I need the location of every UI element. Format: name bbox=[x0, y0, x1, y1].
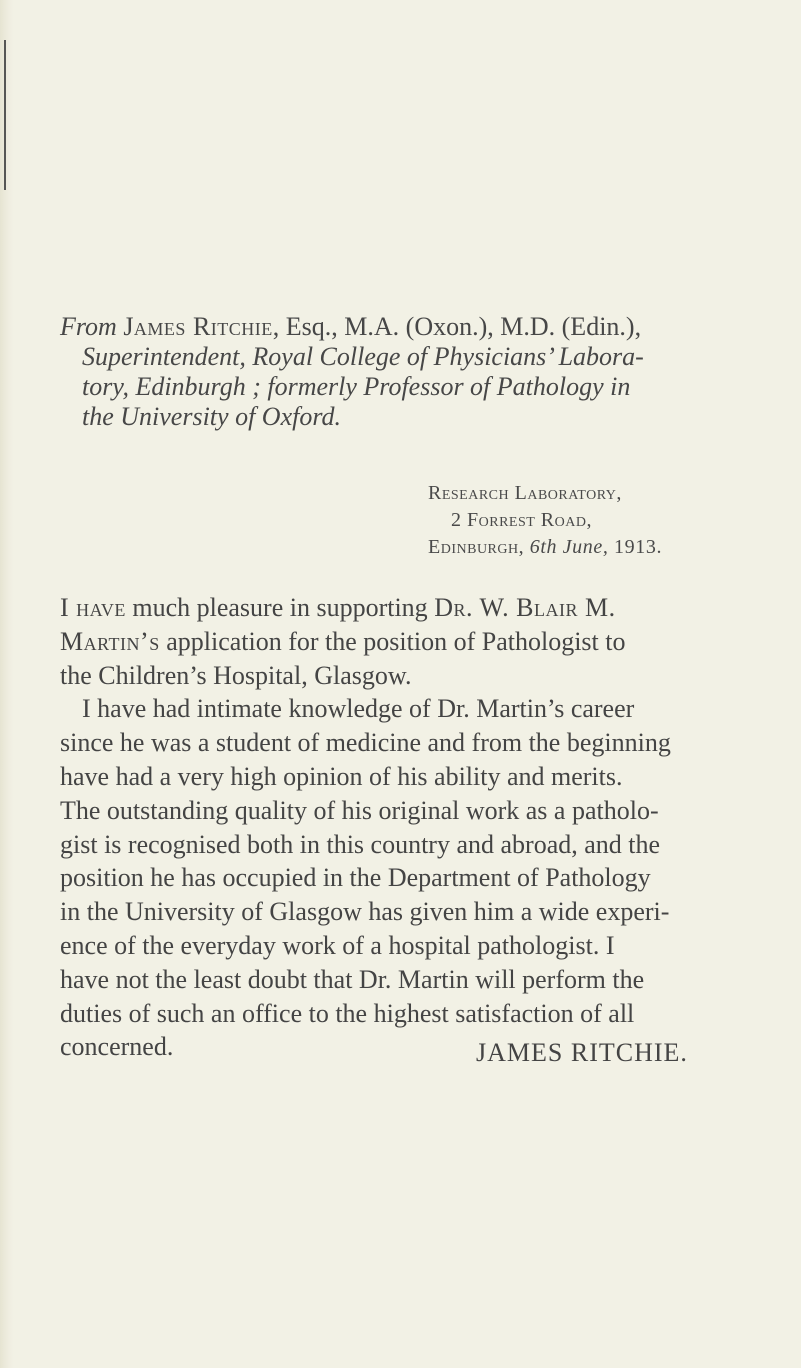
address-line-1: Research Laboratory, bbox=[428, 482, 622, 504]
author-credentials: , Esq., M.A. (Oxon.), M.D. (Edin.), bbox=[272, 312, 642, 341]
body-line-9: position he has occupied in the Department of Pathology bbox=[60, 863, 651, 893]
body-line-3: the Children’s Hospital, Glasgow. bbox=[60, 660, 412, 690]
address-line-2: 2 Forrest Road, bbox=[451, 509, 592, 531]
sender-address bbox=[423, 480, 723, 561]
signature: JAMES RITCHIE. bbox=[476, 1038, 688, 1067]
body-line-12: have not the least doubt that Dr. Martin will perform the bbox=[60, 964, 645, 994]
heading-line-1 bbox=[60, 312, 750, 342]
heading-line-4: the University of Oxford. bbox=[82, 402, 341, 431]
body-line-6: have had a very high opinion of his ability and merits. bbox=[60, 761, 623, 791]
body-line-14: concerned. bbox=[60, 1032, 174, 1062]
body-line-4: I have had intimate knowledge of Dr. Martin’s career bbox=[82, 694, 635, 724]
body-line-7: The outstanding quality of his original work as a patholo- bbox=[60, 795, 659, 825]
body-line-8: gist is recognised both in this country and abroad, and the bbox=[60, 829, 661, 859]
body-line-1 bbox=[60, 591, 750, 625]
body-line-2 bbox=[60, 625, 750, 659]
body-line-13: duties of such an office to the highest satisfaction of all bbox=[60, 998, 635, 1028]
heading-line-2: Superintendent, Royal College of Physicians’ Labora- bbox=[82, 342, 644, 371]
address-date: 6th June, bbox=[529, 536, 609, 558]
from-label: From bbox=[60, 312, 117, 341]
page-binding-edge bbox=[0, 0, 14, 1368]
binding-edge-mark bbox=[4, 40, 6, 190]
address-year: 1913. bbox=[614, 536, 663, 558]
letter-heading bbox=[60, 312, 750, 432]
body-line-1-rest: much pleasure in supporting bbox=[125, 593, 435, 622]
address-city: Edinburgh, bbox=[428, 536, 525, 558]
body-opening-caps: I have bbox=[60, 593, 126, 622]
author-name: James Ritchie bbox=[123, 312, 273, 341]
body-line-10: in the University of Glasgow has given him a wide experi- bbox=[60, 897, 670, 927]
body-line-5: since he was a student of medicine and from the beginning bbox=[60, 728, 671, 758]
body-line-11: ence of the everyday work of a hospital pathologist. I bbox=[60, 930, 615, 960]
body-line-2-name: Martin’s bbox=[60, 626, 160, 656]
letter-body bbox=[60, 591, 750, 1064]
body-line-1-name: Dr. W. Blair M. bbox=[434, 593, 616, 622]
body-line-2-rest: application for the position of Pathologist to bbox=[159, 626, 626, 656]
heading-line-3: tory, Edinburgh ; formerly Professor of Pathology in bbox=[82, 372, 631, 401]
address-line-3 bbox=[423, 534, 723, 561]
